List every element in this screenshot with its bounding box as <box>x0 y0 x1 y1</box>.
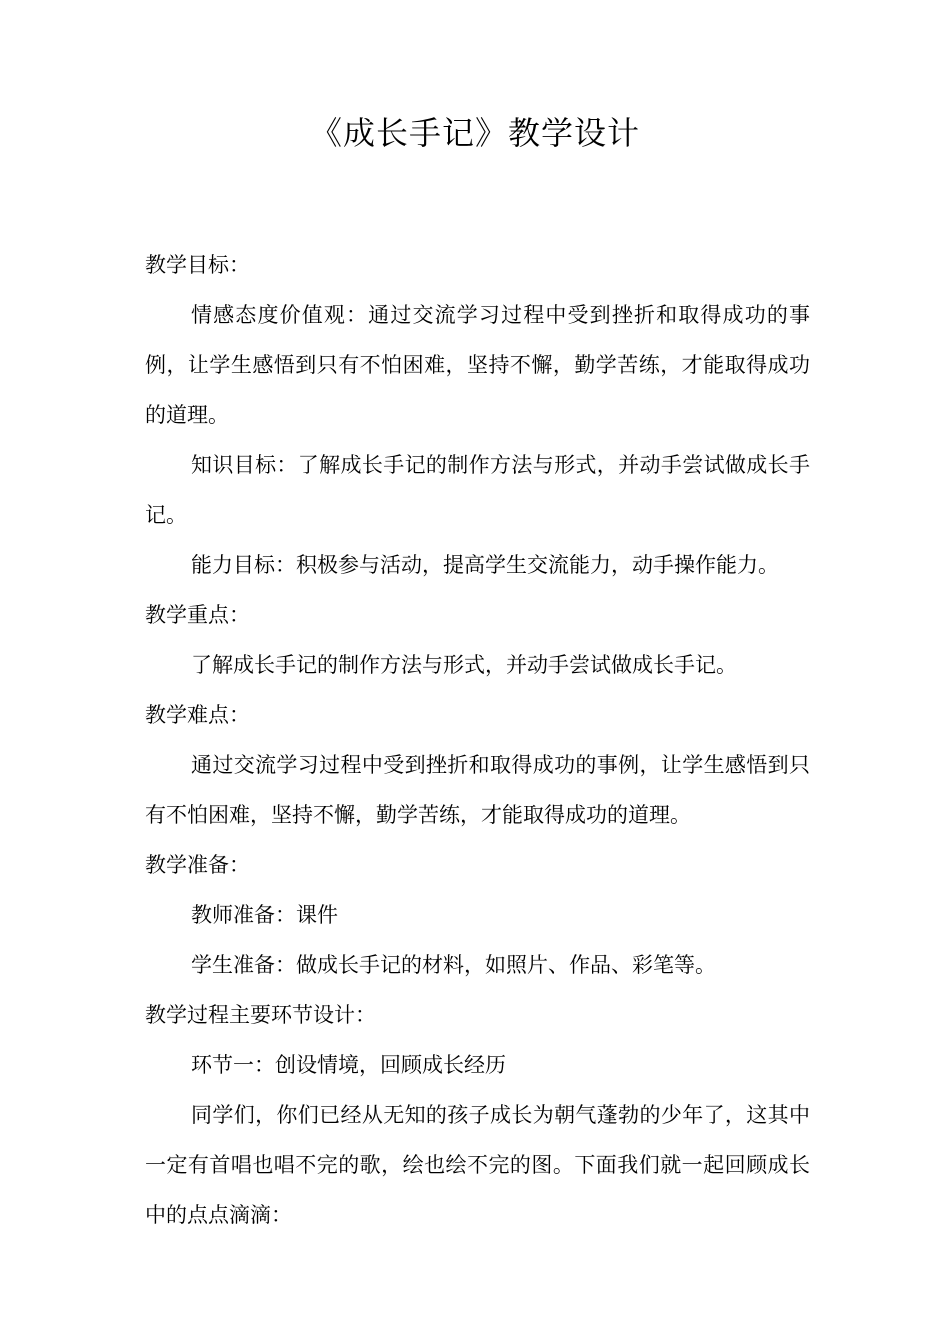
paragraph-knowledge-goal: 知识目标：了解成长手记的制作方法与形式，并动手尝试做成长手记。 <box>145 453 810 527</box>
section-heading-key-points: 教学重点： <box>145 603 250 627</box>
section-heading-process: 教学过程主要环节设计： <box>145 1003 376 1027</box>
paragraph-introduction: 同学们，你们已经从无知的孩子成长为朝气蓬勃的少年了，这其中一定有首唱也唱不完的歌，绘也绘不完的图。下面我们就一起回顾成长中的点点滴滴： <box>145 1103 810 1227</box>
paragraph-ability-goal: 能力目标：积极参与活动，提高学生交流能力，动手操作能力。 <box>191 553 779 577</box>
section-heading-preparation: 教学准备： <box>145 853 250 877</box>
paragraph-difficulty: 通过交流学习过程中受到挫折和取得成功的事例，让学生感悟到只有不怕困难，坚持不懈，勤学苦练，才能取得成功的道理。 <box>145 753 810 827</box>
paragraph-teacher-preparation: 教师准备：课件 <box>191 903 338 927</box>
section-heading-objectives: 教学目标： <box>145 253 250 277</box>
section-heading-difficulties: 教学难点： <box>145 703 250 727</box>
paragraph-step-one: 环节一：创设情境，回顾成长经历 <box>191 1053 506 1077</box>
paragraph-emotional-goal: 情感态度价值观：通过交流学习过程中受到挫折和取得成功的事例，让学生感悟到只有不怕困难，坚持不懈，勤学苦练，才能取得成功的道理。 <box>145 303 810 427</box>
document-title: 《成长手记》教学设计 <box>309 114 640 152</box>
paragraph-student-preparation: 学生准备：做成长手记的材料，如照片、作品、彩笔等。 <box>191 953 716 977</box>
paragraph-key-point: 了解成长手记的制作方法与形式，并动手尝试做成长手记。 <box>191 653 737 677</box>
document-body <box>145 240 810 1240</box>
